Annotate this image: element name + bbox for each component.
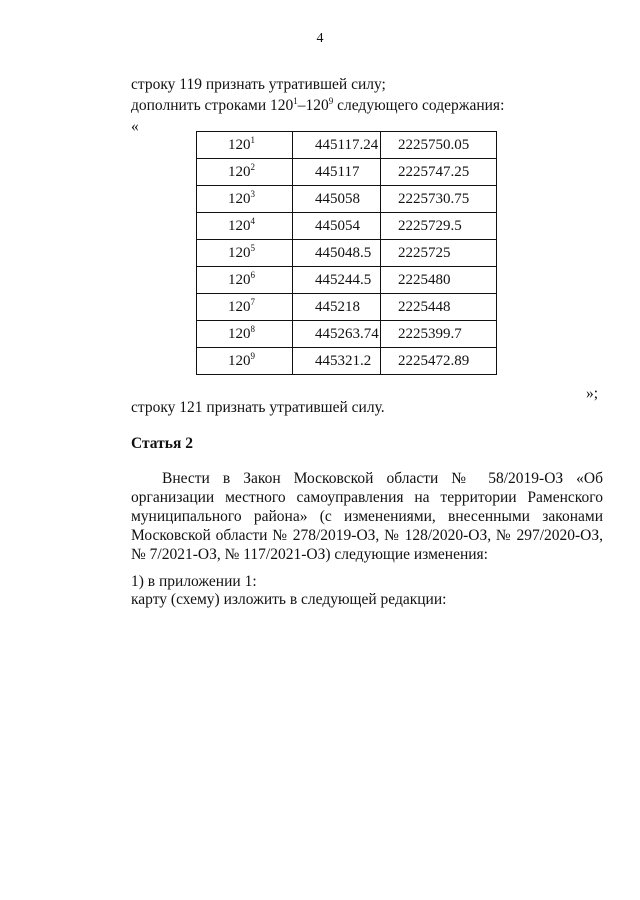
row-number-cell xyxy=(197,321,293,348)
article-heading: Статья 2 xyxy=(131,435,193,452)
article-paragraph: Внести в Закон Московской области № 58/2019-ОЗ «Об организации местного самоуправления на территории Раменского муниципального района» (с изменениями, внесенными законами Московской области № 278/2019-ОЗ, № 128/2020-ОЗ, № 297/2020-ОЗ, № 7/2021-ОЗ, № 117/2021-ОЗ) следующие изменения: xyxy=(131,470,603,563)
y-coordinate-cell: 2225747.25 xyxy=(381,159,497,186)
open-quote: « xyxy=(131,118,139,135)
page-number: 4 xyxy=(316,31,324,46)
close-quote: »; xyxy=(586,385,599,402)
text-fragment: –120 xyxy=(297,97,329,114)
table-row xyxy=(197,159,497,186)
y-coordinate-cell: 2225750.05 xyxy=(381,132,497,159)
row-number-superscript: 1 xyxy=(250,134,255,145)
row-number: 120 xyxy=(228,325,251,342)
row-number-superscript: 7 xyxy=(250,296,255,307)
x-coordinate-cell: 445054 xyxy=(293,213,381,240)
row-number: 120 xyxy=(228,271,251,288)
y-coordinate-cell: 2225399.7 xyxy=(381,321,497,348)
table-row xyxy=(197,132,497,159)
y-coordinate-cell: 2225730.75 xyxy=(381,186,497,213)
text-fragment: следующего содержания: xyxy=(333,97,505,114)
x-coordinate-cell: 445048.5 xyxy=(293,240,381,267)
coordinates-table xyxy=(196,131,497,375)
row-number-superscript: 9 xyxy=(250,350,255,361)
x-coordinate-cell: 445244.5 xyxy=(293,267,381,294)
row-number: 120 xyxy=(228,352,251,369)
x-coordinate-cell: 445263.74 xyxy=(293,321,381,348)
list-item-text: 1) в приложении 1: xyxy=(131,573,257,590)
text-fragment: дополнить строками 120 xyxy=(131,97,294,114)
row-number: 120 xyxy=(228,244,251,261)
row-number-superscript: 3 xyxy=(250,188,255,199)
superscript: 9 xyxy=(328,96,334,106)
row-number-cell xyxy=(197,294,293,321)
table-row xyxy=(197,348,497,375)
row-number-cell xyxy=(197,186,293,213)
x-coordinate-cell: 445218 xyxy=(293,294,381,321)
row-number: 120 xyxy=(228,190,251,207)
row-number-superscript: 5 xyxy=(250,242,255,253)
table-row xyxy=(197,321,497,348)
row-number: 120 xyxy=(228,298,251,315)
table-row xyxy=(197,240,497,267)
row-number-cell xyxy=(197,159,293,186)
row-number-superscript: 2 xyxy=(250,161,255,172)
x-coordinate-cell: 445117.24 xyxy=(293,132,381,159)
y-coordinate-cell: 2225480 xyxy=(381,267,497,294)
x-coordinate-cell: 445321.2 xyxy=(293,348,381,375)
y-coordinate-cell: 2225729.5 xyxy=(381,213,497,240)
list-item xyxy=(131,573,257,591)
row-number-cell xyxy=(197,240,293,267)
text-line xyxy=(131,97,504,115)
y-coordinate-cell: 2225725 xyxy=(381,240,497,267)
y-coordinate-cell: 2225448 xyxy=(381,294,497,321)
row-number: 120 xyxy=(228,136,251,153)
row-number-cell xyxy=(197,267,293,294)
table-row xyxy=(197,294,497,321)
x-coordinate-cell: 445058 xyxy=(293,186,381,213)
row-number-cell xyxy=(197,348,293,375)
superscript: 1 xyxy=(293,96,298,106)
table-row xyxy=(197,186,497,213)
row-number-superscript: 4 xyxy=(250,215,255,226)
row-number: 120 xyxy=(228,217,251,234)
text-line: строку 121 признать утратившей силу. xyxy=(131,399,385,416)
row-number-cell xyxy=(197,213,293,240)
row-number-cell xyxy=(197,132,293,159)
x-coordinate-cell: 445117 xyxy=(293,159,381,186)
row-number-superscript: 6 xyxy=(250,269,255,280)
list-item-body: карту (схему) изложить в следующей редакции: xyxy=(131,591,447,608)
table-row xyxy=(197,267,497,294)
y-coordinate-cell: 2225472.89 xyxy=(381,348,497,375)
row-number-superscript: 8 xyxy=(250,323,255,334)
row-number: 120 xyxy=(228,163,251,180)
text-line: строку 119 признать утратившей силу; xyxy=(131,76,386,93)
table-row xyxy=(197,213,497,240)
